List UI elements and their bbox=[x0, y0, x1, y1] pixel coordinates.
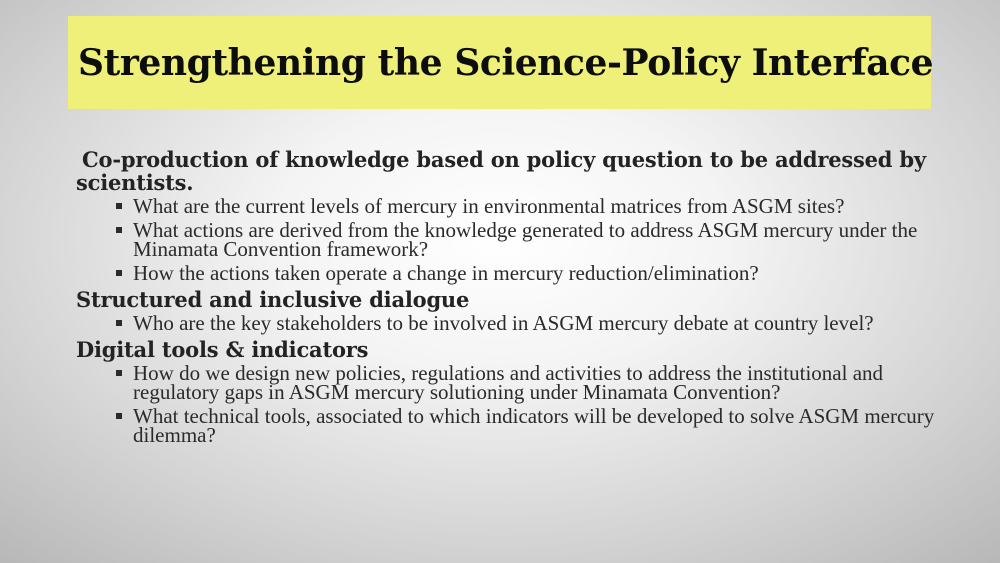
bullet-text: What actions are derived from the knowledge generated to address ASGM mercury under the Minamata Convention framework? bbox=[133, 218, 918, 261]
square-bullet-icon bbox=[116, 320, 122, 326]
bullet-item bbox=[133, 218, 936, 261]
square-bullet-icon bbox=[116, 203, 122, 209]
bullet-item bbox=[133, 404, 936, 447]
bullet-item bbox=[133, 261, 936, 285]
bullet-list bbox=[76, 311, 936, 335]
bullet-text: What technical tools, associated to which indicators will be developed to solve ASGM mercury dilemma? bbox=[133, 404, 935, 447]
section-heading: Digital tools & indicators bbox=[76, 337, 369, 362]
section-heading: Structured and inclusive dialogue bbox=[76, 287, 470, 312]
bullet-text: What are the current levels of mercury in environmental matrices from ASGM sites? bbox=[133, 194, 845, 218]
bullet-text: How the actions taken operate a change in mercury reduction/elimination? bbox=[133, 261, 759, 285]
bullet-text: How do we design new policies, regulations and activities to address the institutional and regulatory gaps in ASGM mercury solutioning under Minamata Convention? bbox=[133, 361, 884, 404]
bullet-item bbox=[133, 194, 936, 218]
section-dialogue bbox=[76, 288, 936, 333]
section-digital-tools bbox=[76, 338, 936, 445]
section-heading: Co-production of knowledge based on policy question to be addressed by scientists. bbox=[76, 147, 926, 195]
bullet-text: Who are the key stakeholders to be involved in ASGM mercury debate at country level? bbox=[133, 311, 874, 335]
bullet-item bbox=[133, 311, 936, 335]
section-coproduction bbox=[76, 148, 936, 283]
slide-content bbox=[76, 148, 936, 450]
bullet-item bbox=[133, 361, 936, 404]
square-bullet-icon bbox=[116, 270, 122, 276]
bullet-list bbox=[76, 361, 936, 447]
slide-title: Strengthening the Science-Policy Interface bbox=[78, 41, 934, 84]
square-bullet-icon bbox=[116, 227, 122, 233]
title-banner bbox=[68, 16, 934, 109]
square-bullet-icon bbox=[116, 370, 122, 376]
bullet-list bbox=[76, 194, 936, 285]
square-bullet-icon bbox=[116, 413, 122, 419]
